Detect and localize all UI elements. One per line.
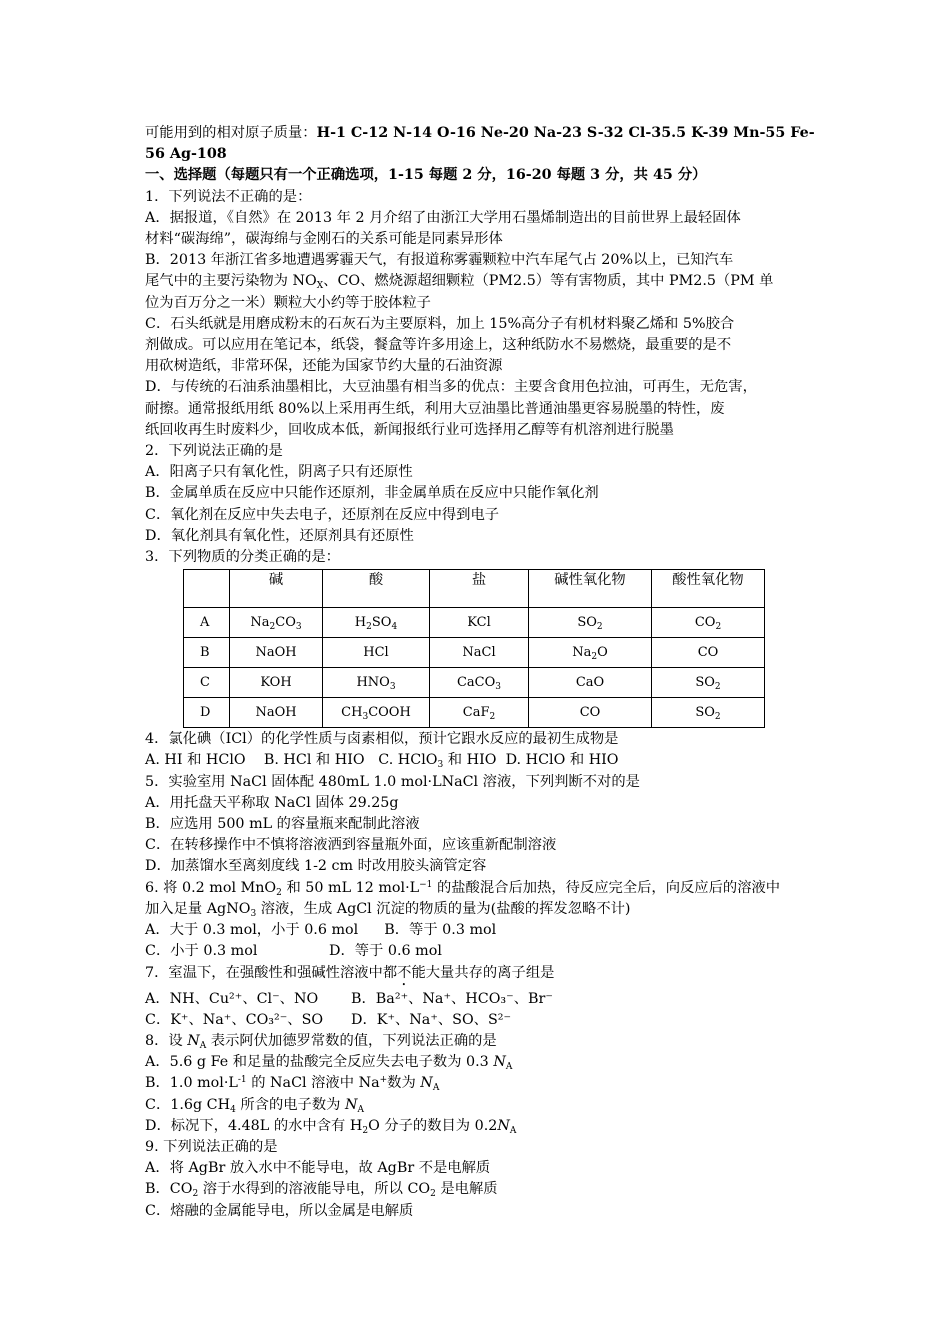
table-cell: A bbox=[184, 608, 230, 638]
text: 的 NaCl 溶液中 Na bbox=[246, 1075, 380, 1092]
text: SO bbox=[371, 614, 392, 630]
q6-stem-cont bbox=[145, 899, 813, 920]
q8-option-d bbox=[145, 1116, 813, 1137]
subscript: 4 bbox=[230, 1104, 236, 1115]
subscript: 3 bbox=[389, 681, 396, 692]
subscript: 2 bbox=[714, 711, 721, 722]
q8-option-a bbox=[145, 1052, 813, 1073]
q2-option-b: B．金属单质在反应中只能作还原剂，非金属单质在反应中只能作氧化剂 bbox=[145, 485, 599, 502]
q7-stem bbox=[145, 963, 813, 989]
text: SO bbox=[577, 614, 597, 630]
q6-stem bbox=[145, 878, 813, 899]
subscript: 2 bbox=[430, 1189, 436, 1200]
q1-stem: 1．下列说法不正确的是： bbox=[145, 188, 312, 205]
q6-option-d: D．等于 0.6 mol bbox=[329, 943, 442, 960]
text: 、CO、燃烧源超细颗粒（PM2.5）等有害物质，其中 PM2.5（PM 单 bbox=[323, 273, 774, 290]
text: N bbox=[420, 1075, 433, 1092]
q7-options-cd bbox=[145, 1010, 813, 1031]
subscript: 3 bbox=[295, 621, 302, 632]
q2-option-a: A．阳离子只有氧化性，阴离子只有还原性 bbox=[145, 464, 413, 481]
text: N bbox=[344, 1096, 358, 1113]
q1-option-b-cont-2: 位为百万分之一米）颗粒大小约等于胶体粒子 bbox=[145, 294, 431, 311]
text: 加入足量 AgNO bbox=[145, 900, 251, 917]
text: B．CO bbox=[145, 1181, 193, 1198]
q8-option-c bbox=[145, 1095, 813, 1116]
classification-table bbox=[183, 569, 765, 728]
subscript: 3 bbox=[495, 681, 502, 692]
table-header-cell: 酸性氧化物 bbox=[652, 570, 765, 608]
table-row bbox=[184, 668, 765, 698]
subscript: 2 bbox=[489, 711, 496, 722]
text: B．1.0 mol·L bbox=[145, 1075, 238, 1092]
q7-options-ab bbox=[145, 989, 813, 1010]
text: O bbox=[597, 644, 608, 660]
subscript: 2 bbox=[276, 887, 282, 898]
q1-option-b: B．2013 年浙江省多地遭遇雾霾天气，有报道称雾霾颗粒中汽车尾气占 20%以上，已知汽车 bbox=[145, 252, 734, 269]
table-cell bbox=[529, 638, 652, 668]
table-cell bbox=[652, 608, 765, 638]
subscript: X bbox=[316, 281, 324, 292]
text: 8．设 bbox=[145, 1032, 188, 1049]
text: C．1.6g CH bbox=[145, 1096, 231, 1113]
q6-options-ab bbox=[145, 920, 813, 941]
text: HNO bbox=[356, 674, 390, 690]
q7-option-a: A．NH、Cu²⁺、Cl⁻、NO bbox=[145, 990, 319, 1007]
q9-stem: 9. 下列说法正确的是 bbox=[145, 1138, 278, 1155]
emphasis-text: 不 bbox=[397, 964, 412, 981]
table-row bbox=[184, 638, 765, 668]
table-cell bbox=[323, 608, 430, 638]
text: CO bbox=[694, 614, 716, 630]
subscript: A bbox=[199, 1040, 207, 1051]
q1-option-c-cont-2: 用砍树造纸，非常环保，还能为国家节约大量的石油资源 bbox=[145, 358, 503, 375]
table-cell: CO bbox=[529, 698, 652, 728]
table-cell: KCl bbox=[430, 608, 529, 638]
q8-option-b bbox=[145, 1073, 813, 1094]
subscript: 2 bbox=[596, 621, 603, 632]
text: CH bbox=[341, 704, 363, 720]
table-cell bbox=[430, 698, 529, 728]
subscript: A bbox=[432, 1083, 440, 1094]
text: SO bbox=[695, 704, 715, 720]
text: D．标况下，4.48L 的水中含有 H bbox=[145, 1117, 363, 1134]
q2-stem: 2．下列说法正确的是 bbox=[145, 443, 283, 460]
subscript: 2 bbox=[269, 621, 276, 632]
q2-option-d: D．氧化剂具有氧化性，还原剂具有还原性 bbox=[145, 527, 414, 544]
atomic-mass-line-2: 56 Ag-108 bbox=[145, 146, 227, 163]
table-cell: NaOH bbox=[230, 638, 323, 668]
q9-option-c: C．熔融的金属能导电，所以金属是电解质 bbox=[145, 1202, 414, 1219]
table-cell bbox=[230, 608, 323, 638]
q5-option-c: C．在转移操作中不慎将溶液洒到容量瓶外面，应该重新配制溶液 bbox=[145, 837, 557, 854]
text: CaCO bbox=[456, 674, 496, 690]
section-title: 一、选择题（每题只有一个正确选项，1-15 每题 2 分，16-20 每题 3 分，共 45 分） bbox=[145, 167, 707, 184]
text: CaF bbox=[462, 704, 490, 720]
subscript: 2 bbox=[714, 681, 721, 692]
table-cell bbox=[323, 668, 430, 698]
q9-option-b bbox=[145, 1179, 813, 1200]
table-cell bbox=[323, 698, 430, 728]
table-cell: CaO bbox=[529, 668, 652, 698]
q7-option-b: B．Ba²⁺、Na⁺、HCO₃⁻、Br⁻ bbox=[351, 990, 553, 1007]
q7-option-d: D．K⁺、Na⁺、SO、S²⁻ bbox=[351, 1011, 512, 1028]
q4-option-c bbox=[378, 752, 497, 771]
subscript: A bbox=[509, 1125, 517, 1136]
text: Na bbox=[250, 614, 270, 630]
q4-option-a: A. HI 和 HClO bbox=[145, 752, 246, 769]
subscript: A bbox=[505, 1062, 513, 1073]
text: N bbox=[493, 1054, 506, 1071]
table-header-cell: 酸 bbox=[323, 570, 430, 608]
table-header-cell: 碱性氧化物 bbox=[529, 570, 652, 608]
q1-option-a: A．据报道，《自然》在 2013 年 2 月介绍了由浙江大学用石墨烯制造出的目前世界上最轻固体 bbox=[145, 209, 741, 226]
table-cell bbox=[652, 698, 765, 728]
subscript: 3 bbox=[250, 908, 257, 919]
text: 能大量共存的离子组是 bbox=[411, 964, 555, 981]
exam-page bbox=[145, 123, 813, 1222]
table-cell: C bbox=[184, 668, 230, 698]
text: O 分子的数目为 0.2 bbox=[368, 1117, 498, 1134]
table-cell: D bbox=[184, 698, 230, 728]
text: 和 50 mL 12 mol·L bbox=[281, 879, 420, 896]
text: C. HClO bbox=[378, 752, 438, 769]
q1-option-d-cont-2: 纸回收再生时废料少，回收成本低，新闻报纸行业可选择用乙醇等有机溶剂进行脱墨 bbox=[145, 421, 674, 438]
table-row bbox=[184, 608, 765, 638]
text: 溶于水得到的溶液能导电，所以 CO bbox=[198, 1181, 431, 1198]
text: 的盐酸混合后加热，待反应完全后，向反应后的溶液中 bbox=[432, 879, 781, 896]
q1-option-c: C．石头纸就是用磨成粉末的石灰石为主要原料，加上 15%高分子有机材料聚乙烯和 5%胶合 bbox=[145, 315, 735, 332]
text: N bbox=[187, 1032, 200, 1049]
q1-option-d: D．与传统的石油系油墨相比，大豆油墨有相当多的优点：主要含食用色拉油，可再生，无危害， bbox=[145, 379, 757, 396]
text: 6. 将 0.2 mol MnO bbox=[145, 879, 277, 896]
q5-option-d: D．加蒸馏水至离刻度线 1-2 cm 时改用胶头滴管定容 bbox=[145, 858, 487, 875]
superscript: + bbox=[379, 1075, 388, 1086]
text: N bbox=[497, 1117, 510, 1134]
q1-option-a-cont: 材料“碳海绵”，碳海绵与金刚石的关系可能是同素异形体 bbox=[145, 231, 503, 248]
subscript: 3 bbox=[362, 711, 369, 722]
text: 表示阿伏加德罗常数的值，下列说法正确的是 bbox=[206, 1032, 497, 1049]
q5-option-a: A．用托盘天平称取 NaCl 固体 29.25g bbox=[145, 794, 399, 811]
text: H bbox=[354, 614, 367, 630]
text: COOH bbox=[368, 704, 411, 720]
q2-option-c: C．氧化剂在反应中失去电子，还原剂在反应中得到电子 bbox=[145, 506, 500, 523]
table-cell: NaCl bbox=[430, 638, 529, 668]
text: 7．室温下，在强酸性和强碱性溶液中都 bbox=[145, 964, 398, 981]
subscript: 2 bbox=[362, 1125, 369, 1136]
q6-option-a: A．大于 0.3 mol，小于 0.6 mol bbox=[145, 922, 359, 939]
atomic-mass-line bbox=[145, 123, 813, 144]
text: CO bbox=[275, 614, 296, 630]
q6-options-cd bbox=[145, 941, 813, 962]
table-header-cell: 碱 bbox=[230, 570, 323, 608]
table-cell: CO bbox=[652, 638, 765, 668]
table-cell bbox=[430, 668, 529, 698]
q9-option-a: A．将 AgBr 放入水中不能导电，故 AgBr 不是电解质 bbox=[145, 1160, 491, 1177]
table-row bbox=[184, 698, 765, 728]
text: Na bbox=[572, 644, 592, 660]
q1-option-d-cont: 耐擦。通常报纸用纸 80%以上采用再生纸，利用大豆油墨比普通油墨更容易脱墨的特性，废 bbox=[145, 400, 725, 417]
text: 数为 bbox=[387, 1075, 421, 1092]
q1-option-c-cont: 剂做成。可以应用在笔记本，纸袋，餐盒等许多用途上，这种纸防水不易燃烧，最重要的是不 bbox=[145, 337, 732, 354]
subscript: A bbox=[357, 1104, 364, 1115]
q1-option-b-cont bbox=[145, 271, 813, 292]
table-cell bbox=[529, 608, 652, 638]
subscript: 2 bbox=[715, 621, 722, 632]
q4-option-b: B. HCl 和 HIO bbox=[263, 752, 365, 769]
table-cell: B bbox=[184, 638, 230, 668]
superscript: −1 bbox=[419, 879, 433, 890]
table-header-cell bbox=[184, 570, 230, 608]
q5-stem: 5．实验室用 NaCl 固体配 480mL 1.0 mol·LNaCl 溶液，下列判断不对的是 bbox=[145, 773, 640, 790]
table-cell: NaOH bbox=[230, 698, 323, 728]
subscript: 2 bbox=[366, 621, 372, 632]
table-header-row bbox=[184, 570, 765, 608]
subscript: 2 bbox=[192, 1189, 199, 1200]
text: 是电解质 bbox=[435, 1181, 498, 1198]
subscript: 4 bbox=[391, 621, 398, 632]
superscript: -1 bbox=[237, 1075, 247, 1086]
q8-stem bbox=[145, 1031, 813, 1052]
table-cell: HCl bbox=[323, 638, 430, 668]
q7-option-c: C．K⁺、Na⁺、CO₃²⁻、SO bbox=[145, 1011, 324, 1028]
q4-options bbox=[145, 750, 813, 771]
text: 和 HIO bbox=[443, 752, 497, 769]
q4-stem: 4．氯化碘（ICl）的化学性质与卤素相似，预计它跟水反应的最初生成物是 bbox=[145, 731, 619, 748]
subscript: 3 bbox=[437, 760, 444, 771]
text: 所含的电子数为 bbox=[235, 1096, 345, 1113]
q6-option-c: C．小于 0.3 mol bbox=[145, 943, 258, 960]
table-cell: KOH bbox=[230, 668, 323, 698]
q6-option-b: B．等于 0.3 mol bbox=[384, 922, 497, 939]
q3-stem: 3．下列物质的分类正确的是： bbox=[145, 549, 340, 566]
subscript: 2 bbox=[591, 651, 598, 662]
table-cell bbox=[652, 668, 765, 698]
q5-option-b: B．应选用 500 mL 的容量瓶来配制此溶液 bbox=[145, 816, 420, 833]
text: 尾气中的主要污染物为 NO bbox=[145, 273, 317, 290]
text: SO bbox=[695, 674, 715, 690]
atomic-mass-intro: 可能用到的相对原子质量： bbox=[145, 125, 317, 141]
q4-option-d: D. HClO 和 HIO bbox=[505, 752, 619, 769]
text: 溶液，生成 AgCl 沉淀的物质的量为(盐酸的挥发忽略不计) bbox=[256, 900, 631, 917]
atomic-mass-values: H-1 C-12 N-14 O-16 Ne-20 Na-23 S-32 Cl-35.5 K-39 Mn-55 Fe- bbox=[316, 125, 815, 141]
text: A．5.6 g Fe 和足量的盐酸完全反应失去电子数为 0.3 bbox=[145, 1054, 494, 1071]
table-header-cell: 盐 bbox=[430, 570, 529, 608]
